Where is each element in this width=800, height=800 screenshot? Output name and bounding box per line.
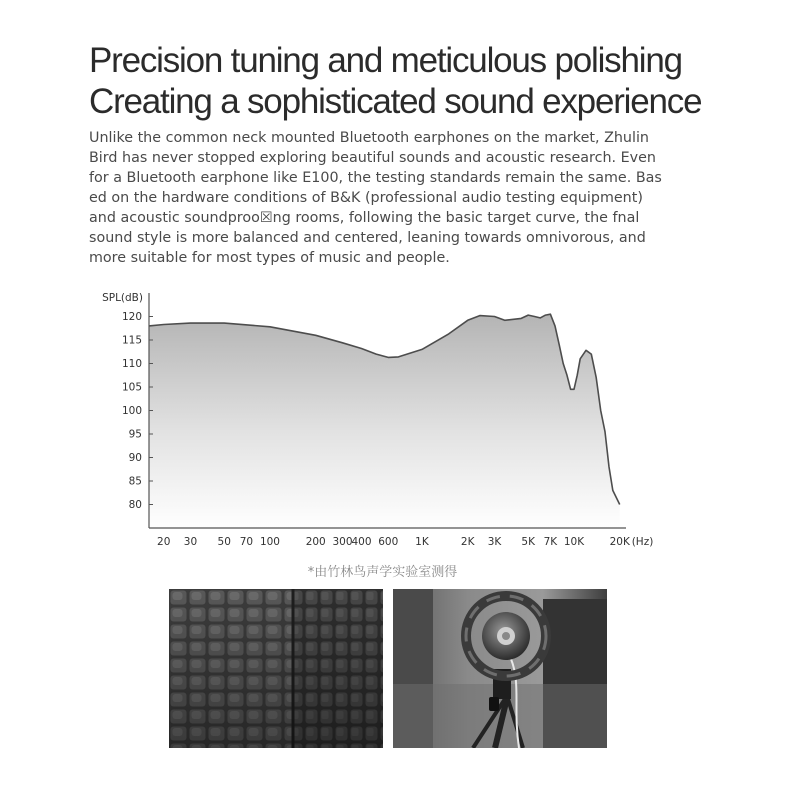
y-axis-label: SPL(dB): [102, 292, 143, 304]
x-tick-label: 600: [378, 536, 399, 548]
headline: [89, 40, 769, 122]
acoustic-foam-photo: [169, 589, 383, 748]
x-tick-label: 300: [332, 536, 353, 548]
x-tick-label: 70: [239, 536, 254, 548]
intro-line: Unlike the common neck mounted Bluetooth earphones on the market, Zhulin: [89, 130, 649, 146]
x-tick-label: 7K: [543, 536, 558, 548]
x-axis-unit-label: (Hz): [631, 536, 654, 548]
intro-line: Bird has never stopped exploring beautiful sounds and acoustic research. Even: [89, 150, 656, 166]
x-tick-label: 30: [183, 536, 198, 548]
intro-line: ed on the hardware conditions of B&K (professional audio testing equipment): [89, 190, 643, 206]
x-tick-label: 400: [351, 536, 372, 548]
y-tick-label: 85: [128, 475, 142, 488]
headline-line-2: Creating a sophisticated sound experience: [89, 82, 702, 121]
microphone-on-stand-icon: [393, 589, 607, 748]
intro-line: sound style is more balanced and centered, leaning towards omnivorous, and: [89, 230, 646, 246]
x-tick-label: 100: [259, 536, 280, 548]
x-tick-label: 50: [217, 536, 231, 548]
x-tick-label: 3K: [487, 536, 502, 548]
y-tick-label: 80: [128, 499, 142, 511]
chart-caption: *由竹林鸟声学实验室测得: [307, 565, 458, 580]
y-tick-label: 105: [121, 381, 142, 394]
y-tick-label: 95: [128, 428, 142, 441]
intro-line: and acoustic soundproo☒ng rooms, following the basic target curve, the fnal: [89, 210, 640, 226]
x-tick-label: 20K: [609, 536, 630, 548]
intro-line: for a Bluetooth earphone like E100, the testing standards remain the same. Bas: [89, 170, 662, 186]
x-tick-label: 200: [305, 536, 326, 548]
microphone-test-photo: [393, 589, 607, 748]
intro-paragraph: [89, 128, 714, 268]
acoustic-foam-wall-icon: [169, 589, 383, 748]
x-tick-label: 10K: [563, 536, 585, 548]
x-tick-label: 2K: [460, 536, 475, 548]
x-tick-label: 1K: [415, 536, 429, 548]
y-tick-label: 115: [121, 334, 142, 347]
response-area: [149, 314, 620, 528]
y-tick-label: 110: [121, 358, 142, 370]
headline-line-1: Precision tuning and meticulous polishing: [89, 41, 682, 80]
y-tick-label: 120: [121, 311, 142, 323]
x-tick-label: 5K: [521, 536, 535, 548]
y-tick-label: 100: [121, 405, 142, 417]
y-tick-label: 90: [128, 452, 142, 464]
frequency-response-chart: [90, 285, 660, 555]
intro-line: more suitable for most types of music and people.: [89, 250, 450, 266]
x-tick-label: 20: [157, 536, 171, 548]
